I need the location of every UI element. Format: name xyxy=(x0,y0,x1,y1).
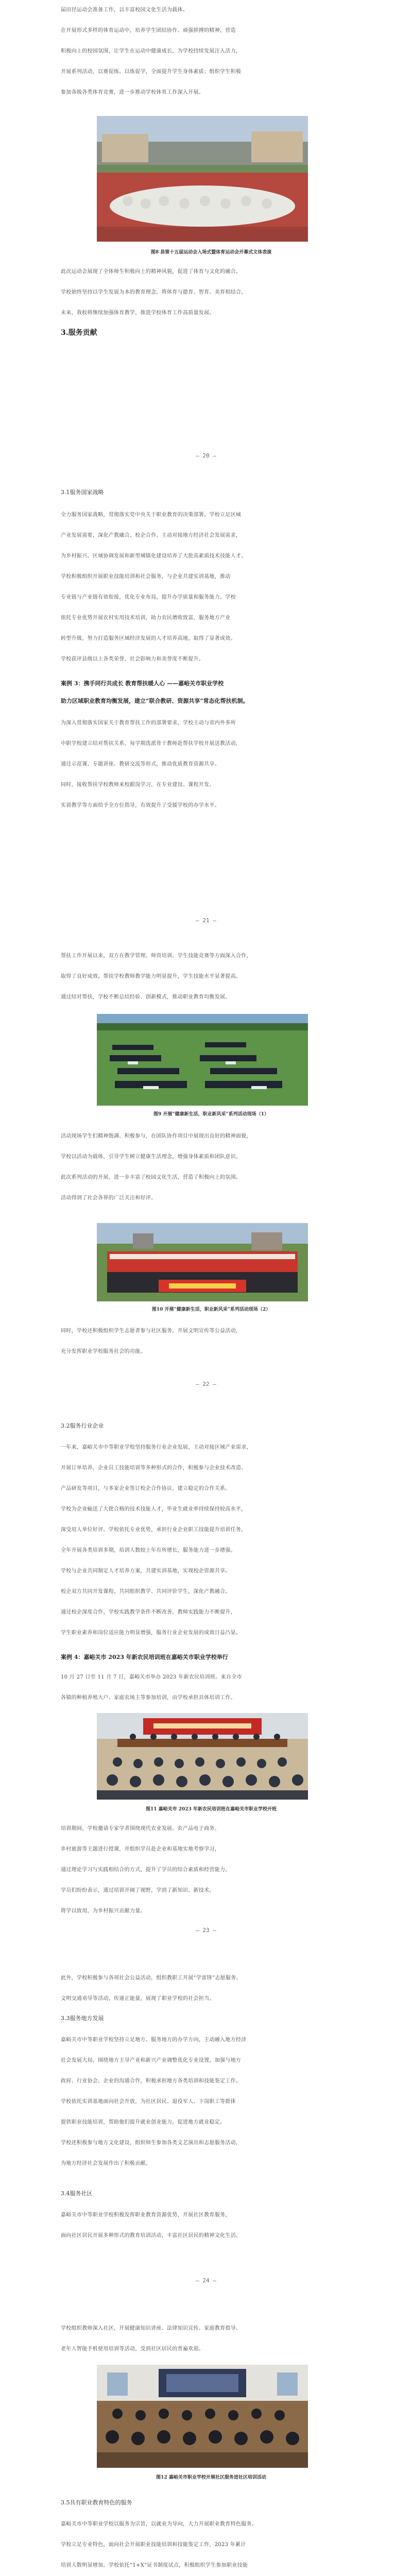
community-service-text: 学校组织教师深入社区，开展健康知识讲座、法律知识宣传、家庭教育指导、 老年人智能手机使用培训等活动，受到社区居民的普遍欢迎。 xyxy=(61,2326,242,2352)
intro-text: 届田径运动会准备工作，以丰富校园文化生活为载体。 在开展形式多样的体育运动中，培养学生团结协作、顽强拼搏的精神，营造 积极向上的校园氛围，让学生在运动中健康成长，为学校持续发展注入活力， 开展系列活动，以赛促练、以练促学，全面提升学生身体素质；组织学生积极 参加各级各类体育竞赛，进一步推动学校体育工作深入开展。 xyxy=(61,7,242,95)
activity-text: 活动现场学生们精神饱满、积极参与，在团队协作项目中展现出良好的精神面貌， 学校以活动为载体，引导学生树立健康生活理念，增强身体素质和团队意识。 此次系列活动的开展，进一步丰富了校园文化生活，营造了积极向上的氛围。 活动得到了社会各界的广泛关注和好评。 xyxy=(61,1133,252,1201)
photo-caption: 图9 开展“健康新生活，职业新风采”系列活动现场（1） xyxy=(153,1112,269,1117)
sports-text: 此次运动会展现了全体师生积极向上的精神风貌，促进了体育与文化的融合。 学校始终坚持以学生发展为本的教育理念，将体育与德育、智育、美育相结合， 未来，我校将继续加强体育教学，推进学校体育工作高质量发展。 xyxy=(61,269,247,316)
assistance-text: 帮扶工作开展以来，双方在教学管理、师资培训、学生技能竞赛等方面深入合作， 取得了良好成效。帮扶学校教师教学能力明显提升，学生技能水平显著提高。 通过结对帮扶，学校不断总结经验、创新模式，推动职业教育均衡发展。 xyxy=(61,953,252,1000)
case-title: 案例 4：嘉峪关市 2023 年新农民培训班在嘉峪关市职业学校举行 xyxy=(61,1654,228,1660)
photo-caption: 图12 嘉峪关市职业学校开展社区服务进社区培训活动 xyxy=(156,2475,266,2480)
volunteer-text: 同时，学校还积极组织学生志愿者参与社区服务，开展文明宣传等公益活动， 充分发挥职业学校服务社会的功能。 xyxy=(61,1328,242,1354)
subsection-heading: 3.1服务国家战略 xyxy=(61,489,104,496)
community-text: 嘉峪关市中等职业学校积极发挥职业教育资源优势，开展社区教育服务， 面向社区居民开展多种形式的教育培训活动，丰富社区居民的精神文化生活。 xyxy=(61,2212,242,2239)
subsection-heading: 3.4服务社区 xyxy=(61,2190,93,2197)
local-development-text: 嘉峪关市中等职业学校坚持立足地方、服务地方的办学方向，主动融入地方经济 社会发展大局，围绕地方主导产业和新兴产业调整优化专业设置，加强与地方 政府、行业协会、企业的沟通合作，积极承担地方各类培训和技能鉴定工作。 学校依托实训基地面向社会开放，为社区居民、退役军人、下岗职工等群体 提供职业技能培训，帮助他们提升就业创业能力，促进地方就业稳定。 学校还积极参与地方文化建设，组织师生参加各类文艺演出和志愿服务活动， 为地方经济社会发展作出了积极贡献。 xyxy=(61,2037,247,2166)
public-service-text: 此外，学校积极参与各项社会公益活动，组织教职工开展“学雷锋”志愿服务、 文明交通劝导等活动，传递正能量，展现了职业学校的社会担当。 xyxy=(61,1975,242,2002)
photo-training-class xyxy=(97,1713,308,1800)
photo-caption: 图10 开展“健康新生活，职业新风采”系列活动现场（2） xyxy=(151,1307,271,1312)
page-number: — 20 — xyxy=(196,452,216,459)
case-title: 案例 3：携手同行共成长 教育帮扶暖人心 ——嘉峪关市职业学校 xyxy=(61,680,224,687)
photo-activity-field xyxy=(97,1014,308,1106)
subsection-heading: 3.5具有职业教育特色的服务 xyxy=(61,2499,132,2506)
training-text: 培训期间，学校邀请专家学者围绕现代农业发展、农产品电子商务、 乡村旅游等主题进行授课，并组织学员赴企业和基地实地考察学习， 通过理论学习与实践相结合的方式，提升了学员的综合素质和经营能力。 学员们纷纷表示，通过培训开阔了视野，学到了新知识、新技术， 将学以致用，为乡村振兴贡献力量。 xyxy=(61,1826,231,1914)
photo-caption: 图11 嘉峪关市 2023 年新农民培训班在嘉峪关市职业学校开班 xyxy=(146,1807,277,1812)
case-text: 为深入贯彻落实国家关于教育帮扶工作的部署要求，学校主动与省内外多所 中职学校建立结对帮扶关系，每学期选派骨干教师赴帮扶学校开展送教活动， 通过示范课、专题讲座、教研交流等形式，推动优质教育资源共享。 同时，接收帮扶学校教师来校跟岗学习，在专业建设、课程开发、 实训教学等方面给予全方位指导，有效提升了受援学校的办学水平。 xyxy=(61,720,242,808)
national-strategy-text: 全力服务国家战略，贯彻落实党中央关于职业教育的决策部署。学校立足区域 产业发展需要，深化产教融合、校企合作，主动对接地方经济社会发展需求， 为乡村振兴、区域协调发展和新型城镇化建设培养了大批高素质技术技能人才。 学校积极组织开展职业技能培训和社会服务，与企业共建实训基地，推动 专业链与产业链有效衔接，优化专业布局，提升办学质量和服务能力。学校 依托专业优势开展农村实用技术培训，助力农民增收致富，服务地方产业 转型升级，努力打造服务区域经济发展的人才培养高地，取得了显著成效。 学校获评县级以上各类荣誉，社会影响力和美誉度不断提升。 xyxy=(61,512,247,662)
page-number: — 24 — xyxy=(196,2277,216,2284)
photo-sports-meet xyxy=(97,116,308,242)
photo-activity-group xyxy=(97,1223,308,1301)
case-subtitle: 助力区域职业教育均衡发展，建立“联合教研、资源共享”常态化帮扶机制。 xyxy=(61,698,249,704)
photo-caption: 图8 县第十五届运动会入场式暨体育运动会开幕式文体表演 xyxy=(150,250,272,255)
subsection-heading: 3.2服务行业企业 xyxy=(61,1422,104,1429)
page-number: — 23 — xyxy=(196,1927,216,1934)
page-number: — 21 — xyxy=(196,917,216,924)
industry-text: 一年来，嘉峪关市中等职业学校坚持服务行业企业发展，主动对接区域产业需求， 开展订单培养、企业员工技能培训等多种形式的合作，积极参与企业技术改造、 产品研发等项目，与多家企业签订校企合作协议，建立稳定的合作关系。 学校为企业输送了大批合格的技术技能人才，毕业生就业率持续保持较高水平， 深受用人单位好评。学校依托专业优势，承担行业企业职工技能提升培训任务， 全年开展各类培训多期，培训人数较上年有所增长，服务能力进一步增强。 学校与企业共同制定人才培养方案，共建实训基地，实现校企资源共享。 校企双方共同开发课程、共同组织教学、共同评价学生，深化产教融合。 通过校企深度合作，学校实践教学条件不断改善，教师实践能力不断提升， 学生职业素养和岗位适应能力明显增强，服务行业企业发展的成效日益凸显。 xyxy=(61,1445,252,1636)
page-number: — 22 — xyxy=(196,1381,216,1387)
section-heading: 3.服务贡献 xyxy=(61,329,97,337)
featured-service-text: 嘉峪关市中等职业学校以服务为宗旨，以就业为导向，大力开展职业教育特色服务。 学校立足专业特色，面向社会开展职业技能培训和技能鉴定工作，2023 年累计 培训人数明显增加。学校依托“1+X”证书制度试点，积极组织学生参加职业技能 xyxy=(61,2521,258,2568)
subsection-heading: 3.3服务地方发展 xyxy=(61,2015,104,2022)
photo-community-training xyxy=(97,2365,308,2468)
case-text: 10 月 27 日至 11 月 7 日，嘉峪关市举办 2023 年新农民培训班。来自全市 各镇的种植养殖大户、家庭农场主等参加培训，由学校承担具体培训工作。 xyxy=(61,1674,242,1701)
